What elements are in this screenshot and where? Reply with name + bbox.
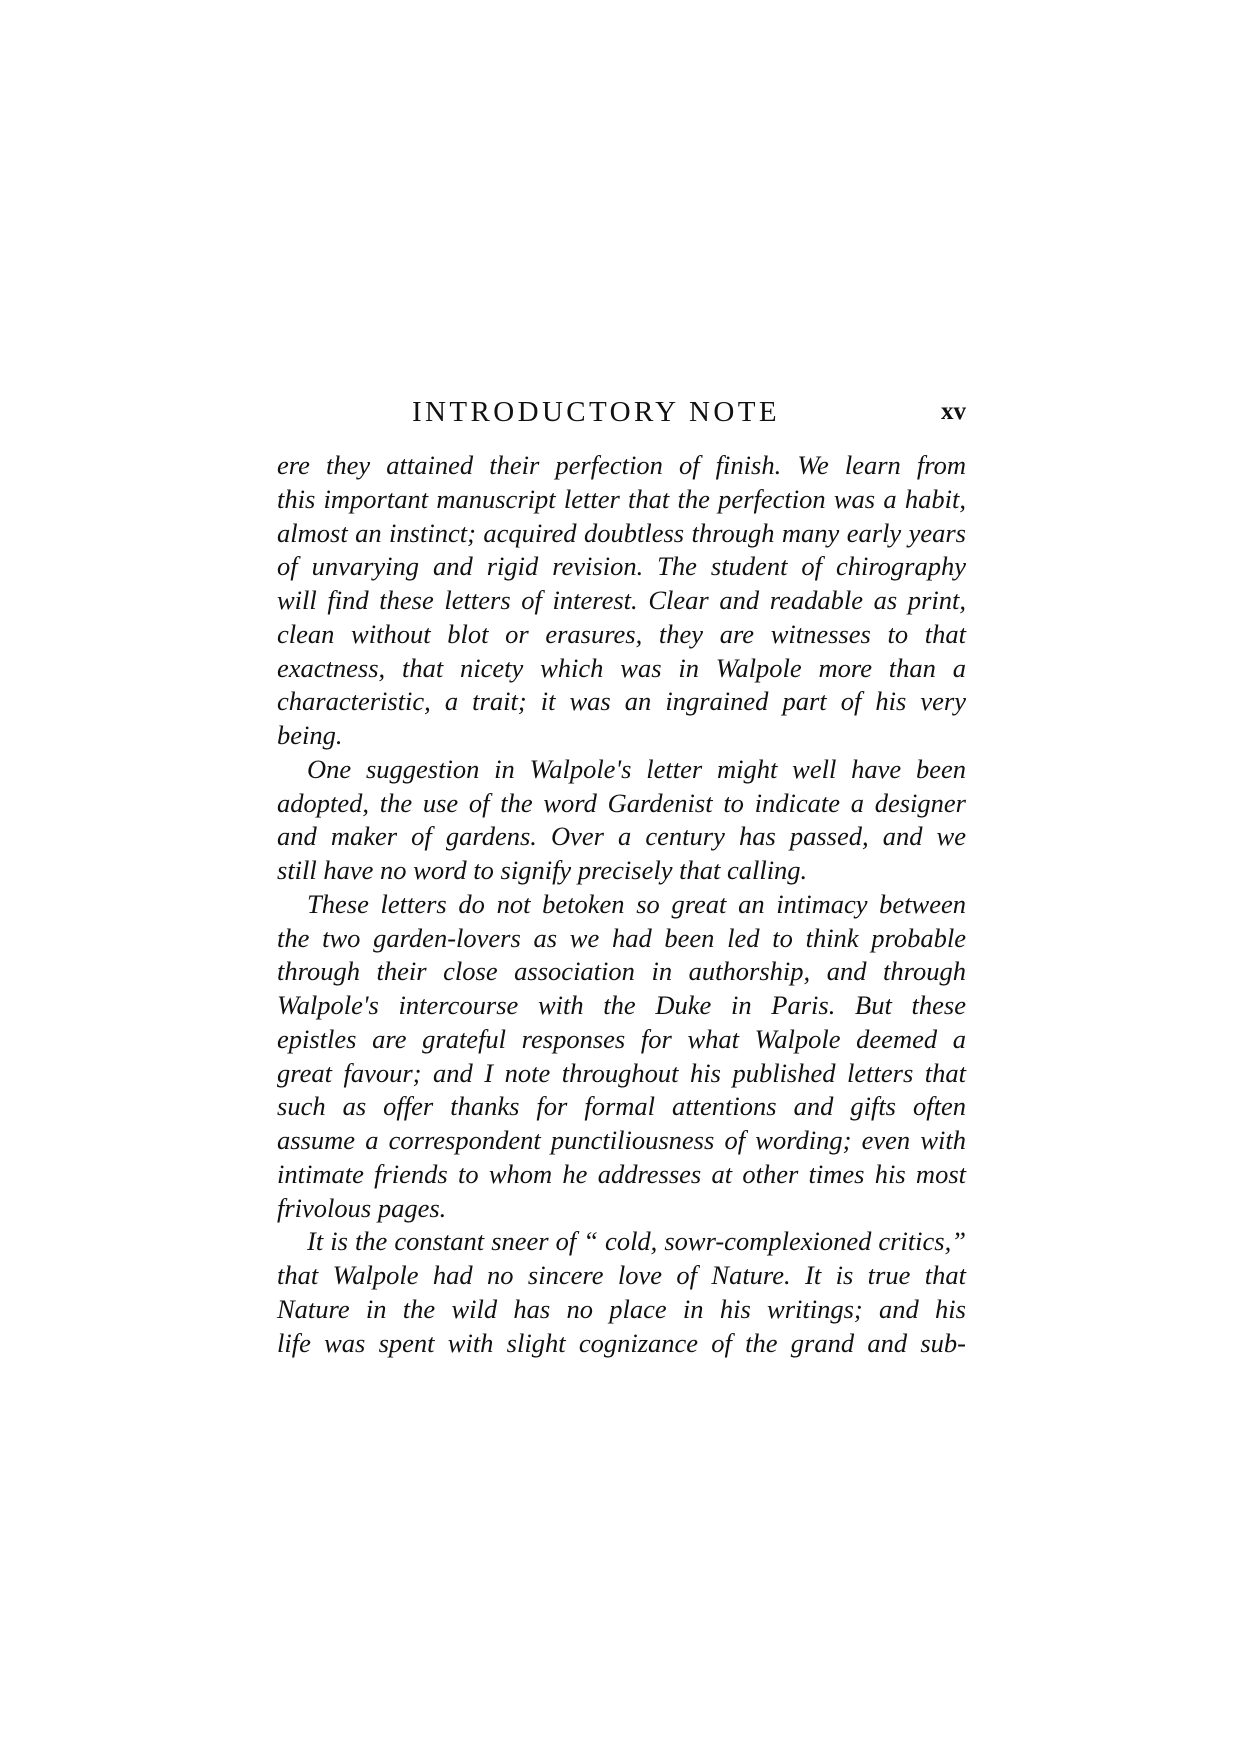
text-line: characteristic, a trait; it was an ingrained part of his very bbox=[277, 686, 966, 717]
text-line: ere they attained their perfection of finish. We learn from bbox=[277, 450, 966, 480]
text-line: adopted, the use of the word Gardenist to indicate a designer bbox=[277, 787, 966, 818]
text-line: intimate friends to whom he addresses at other times his most bbox=[277, 1158, 966, 1189]
text-line: through their close association in authorship, and through bbox=[277, 956, 966, 987]
text-line: clean without blot or erasures, they are witnesses to that bbox=[277, 618, 966, 649]
text-line: that Walpole had no sincere love of Nature. It is true that bbox=[277, 1260, 966, 1290]
text-line: of unvarying and rigid revision. The student of chirography bbox=[277, 551, 966, 582]
text-line: Nature in the wild has no place in his writings; and his bbox=[277, 1293, 966, 1324]
text-line: still have no word to signify precisely that calling. bbox=[277, 855, 808, 885]
text-line: assume a correspondent punctiliousness of wording; even with bbox=[277, 1125, 966, 1155]
text-line: It is the constant sneer of “ cold, sowr-complexioned critics,” bbox=[307, 1226, 966, 1257]
running-head bbox=[277, 396, 966, 436]
text-line: great favour; and I note throughout his published letters that bbox=[277, 1057, 966, 1088]
text-line: One suggestion in Walpole's letter might well have been bbox=[307, 753, 966, 784]
text-line: being. bbox=[277, 720, 343, 750]
running-title: INTRODUCTORY NOTE bbox=[412, 396, 780, 428]
text-line: These letters do not betoken so great an intimacy between bbox=[307, 888, 966, 919]
text-line: such as offer thanks for formal attentions and gifts often bbox=[277, 1091, 966, 1122]
text-line: exactness, that nicety which was in Walpole more than a bbox=[277, 652, 966, 683]
text-line: this important manuscript letter that the perfection was a habit, bbox=[277, 483, 966, 514]
text-line: will find these letters of interest. Clear and readable as print, bbox=[277, 585, 966, 615]
text-line: almost an instinct; acquired doubtless through many early years bbox=[277, 517, 966, 548]
page-number: xv bbox=[941, 398, 966, 425]
body-text bbox=[277, 449, 966, 1360]
text-line: frivolous pages. bbox=[277, 1192, 447, 1223]
text-line: epistles are grateful responses for what Walpole deemed a bbox=[277, 1023, 966, 1054]
text-line: the two garden-lovers as we had been led to think probable bbox=[277, 922, 966, 953]
text-line: and maker of gardens. Over a century has passed, and we bbox=[277, 821, 966, 852]
text-line: life was spent with slight cognizance of the grand and sub- bbox=[277, 1327, 966, 1358]
text-line: Walpole's intercourse with the Duke in Paris. But these bbox=[277, 990, 966, 1020]
